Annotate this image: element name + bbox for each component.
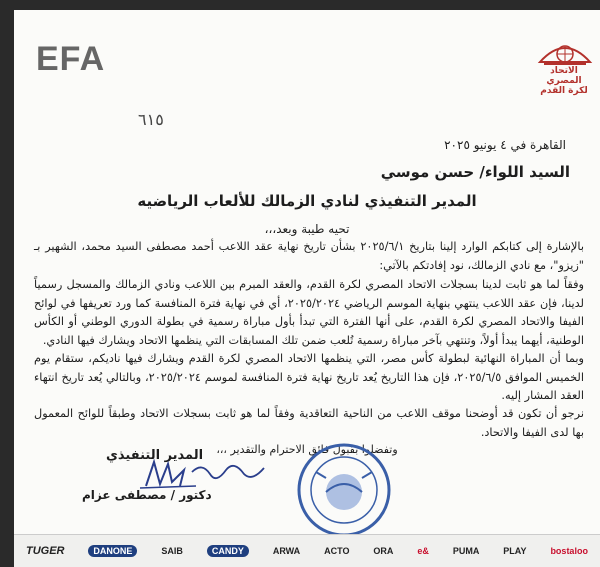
sponsor-candy: CANDY bbox=[207, 545, 249, 557]
sponsor-play: PLAY bbox=[503, 546, 527, 556]
sponsor-tuger: TUGER bbox=[25, 545, 65, 557]
sponsor-ora: ORA bbox=[373, 546, 394, 556]
addressee-title: المدير التنفيذي لنادي الزمالك للألعاب الرياضيه bbox=[137, 192, 477, 210]
efa-logo: EFA bbox=[36, 40, 106, 78]
paragraph-conclusion: نرجو أن تكون قد أوضحنا موقف اللاعب من الناحية التعاقدية وفقاً لما هو ثابت بسجلات الاتحاد وطبقاً للوائح المعمول بها لدى الفيفا والاتحاد. bbox=[34, 407, 584, 439]
signatory-title: المدير التنفيذي bbox=[106, 448, 204, 463]
crest-caption: الاتحاد المصري لكرة القدم bbox=[540, 66, 588, 96]
handwritten-signature bbox=[136, 456, 286, 492]
sponsor-bar bbox=[14, 534, 600, 567]
sponsor-eand: e& bbox=[417, 546, 429, 556]
paragraph-contract: وفقاً لما هو ثابت لدينا بسجلات الاتحاد المصري لكرة القدم، والعقد المبرم بين اللاعب ونادي الزمالك والمسجل رسمياً لدينا، فإن عقد اللاعب ينتهي بنهاية الموسم الرياضي ٢٠٢٥/٢٠٢٤، أي في نهاية فترة المنافسة كما ورد تعريفها في لوائح الفيفا والاتحاد المصري لكرة القدم، على أنها الفترة التي تبدأ بأول مباراة رسمية في بطولة الدوري الوطني أو الكأس الوطنية، أيهما يبدأ أولاً، وتنتهي بآخر مباراة رسمية تُلعب ضمن تلك المسابقات التي ينظمها الاتحاد ويشارك فيها النادي. bbox=[34, 278, 584, 347]
sponsor-puma: PUMA bbox=[452, 546, 480, 556]
sponsor-arwa: ARWA bbox=[272, 546, 301, 556]
greeting: تحيه طيبة وبعد،،، bbox=[264, 222, 350, 236]
paragraph-reference: بالإشارة إلى كتابكم الوارد إلينا بتاريخ ٢٠٢٥/٦/١ بشأن تاريخ نهاية عقد اللاعب أحمد مصطفى السيد محمد، الشهير بـ "زيزو"، مع نادي الزمالك، نود إفادتكم بالآتي: bbox=[34, 240, 584, 272]
letter-page bbox=[14, 10, 600, 566]
reference-number: ٦١٥ bbox=[138, 110, 164, 129]
signatory-name: دكتور / مصطفى عزام bbox=[82, 488, 212, 502]
closing-line: وتفضلوا بقبول فائق الاحترام والتقدير ،،، bbox=[216, 443, 398, 456]
sponsor-acto: ACTO bbox=[324, 546, 350, 556]
sponsor-bostaloo: bostaloo bbox=[550, 546, 588, 556]
paragraph-cup-final: وبما أن المباراة النهائية لبطولة كأس مصر، التي ينظمها الاتحاد المصري لكرة القدم ويشارك فيها ناديكم، ستقام يوم الخميس الموافق ٢٠٢٥/٦/٥، فإن هذا التاريخ يُعد تاريخ نهاية فترة المنافسة لموسم ٢٠٢٥/٢٠٢٤، وبالتالي يُعد تاريخ انتهاء العقد المشار إليه. bbox=[34, 352, 585, 402]
official-stamp-icon bbox=[296, 442, 392, 538]
salutation: السيد اللواء/ حسن موسي bbox=[380, 163, 570, 181]
sponsor-danone: DANONE bbox=[88, 545, 137, 557]
sponsor-saib: SAIB bbox=[161, 546, 183, 556]
letter-date: القاهرة في ٤ يونيو ٢٠٢٥ bbox=[444, 138, 566, 152]
